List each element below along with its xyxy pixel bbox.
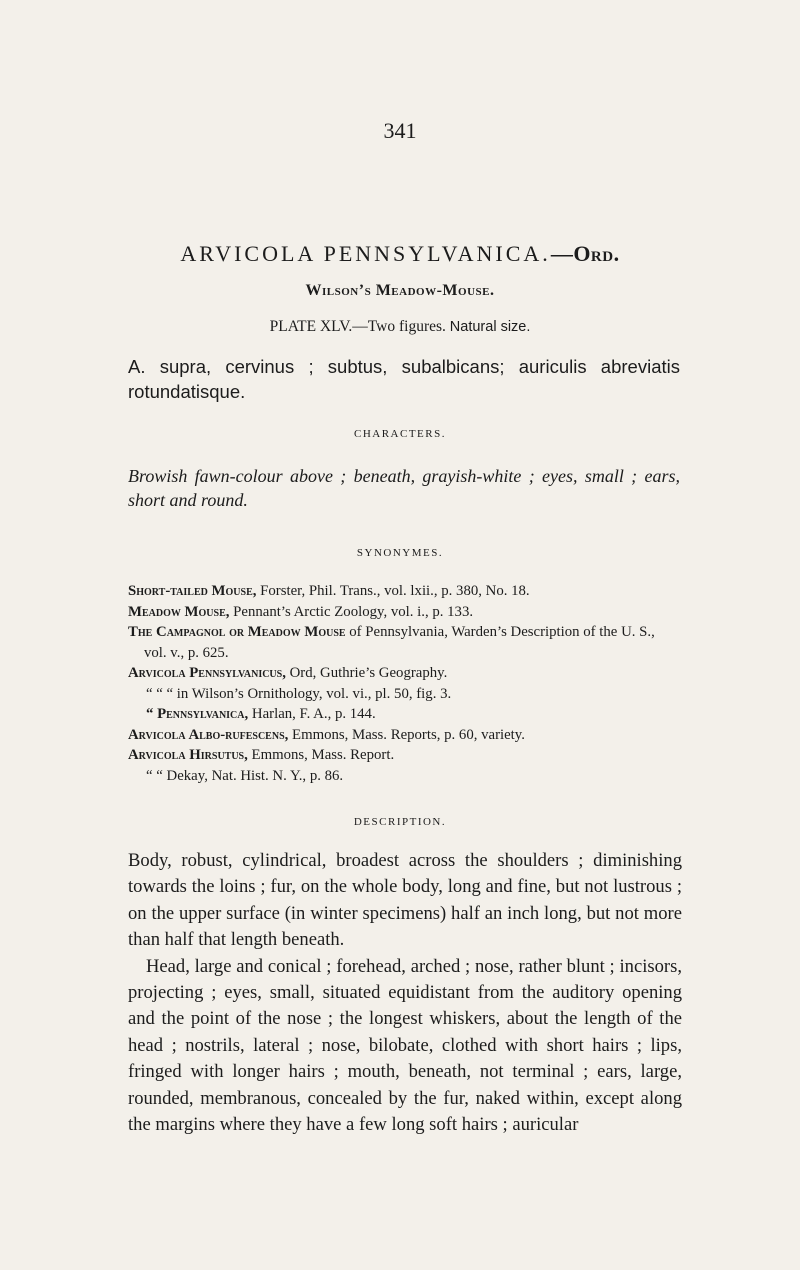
description-paragraph: Head, large and conical ; forehead, arched ; nose, rather blunt ; incisors, projecting ; eyes, small, situated equidistant from the auditory opening and the point of the nose ; the longest whiskers, about the length of the head ; nostrils, lateral ; nose, bilobate, clothed with short hairs ; lips, fringed with longer hairs ; mouth, beneath, not terminal ; ears, large, rounded, membranous, concealed by the fur, naked within, except along the margins where they have a few long soft hairs ; auricular bbox=[128, 955, 682, 1136]
description-body bbox=[128, 848, 682, 1138]
synonym-entry: “ Pennsylvanica, Harlan, F. A., p. 144. bbox=[146, 706, 376, 722]
synonym-entry: “ “ “ in Wilson’s Ornithology, vol. vi., pl. 50, fig. 3. bbox=[146, 685, 452, 702]
synonym-entry: Meadow Mouse, Pennant’s Arctic Zoology, vol. i., p. 133. bbox=[128, 603, 474, 620]
synonymes-list bbox=[128, 581, 688, 786]
description-heading: DESCRIPTION. bbox=[353, 816, 447, 828]
synonym-entry: Arvicola Hirsutus, Emmons, Mass. Report. bbox=[128, 747, 395, 763]
description-paragraph: Body, robust, cylindrical, broadest across the shoulders ; diminishing towards the loins ; fur, on the whole body, long and fine, but not lustrous ; on the upper surface (in winter specimens) half an inch long, but not more than half that length beneath. bbox=[128, 850, 682, 951]
synonymes-heading: SYNONYMES. bbox=[356, 547, 444, 559]
latin-description: A. supra, cervinus ; subtus, subalbicans; auriculis abreviatis rotundatisque. bbox=[128, 356, 680, 402]
common-name: Wilson’s Meadow-Mouse. bbox=[305, 282, 495, 299]
species-title bbox=[0, 241, 800, 267]
synonym-entry: Short-tailed Mouse, Forster, Phil. Trans., vol. lxii., p. 380, No. 18. bbox=[128, 583, 530, 599]
synonym-entry: The Campagnol or Meadow Mouse of Pennsylvania, Warden’s Description of the U. S., bbox=[128, 624, 655, 640]
author-abbrev: —Ord. bbox=[550, 241, 620, 266]
synonym-entry: “ “ Dekay, Nat. Hist. N. Y., p. 86. bbox=[146, 767, 344, 784]
plate-caption bbox=[0, 318, 800, 336]
characters-heading: CHARACTERS. bbox=[354, 428, 446, 440]
plate-size: Natural size. bbox=[449, 319, 531, 335]
plate-label: PLATE XLV.—Two figures. bbox=[269, 318, 446, 335]
synonym-entry: Arvicola Albo-rufescens, Emmons, Mass. Reports, p. 60, variety. bbox=[128, 726, 525, 743]
synonym-entry-continued: vol. v., p. 625. bbox=[144, 644, 229, 661]
characters-text: Browish fawn-colour above ; beneath, grayish-white ; eyes, small ; ears, short and round. bbox=[128, 466, 680, 510]
synonym-entry: Arvicola Pennsylvanicus, Ord, Guthrie’s Geography. bbox=[128, 665, 448, 681]
page-number: 341 bbox=[383, 118, 417, 143]
species-name: ARVICOLA PENNSYLVANICA. bbox=[180, 241, 551, 266]
